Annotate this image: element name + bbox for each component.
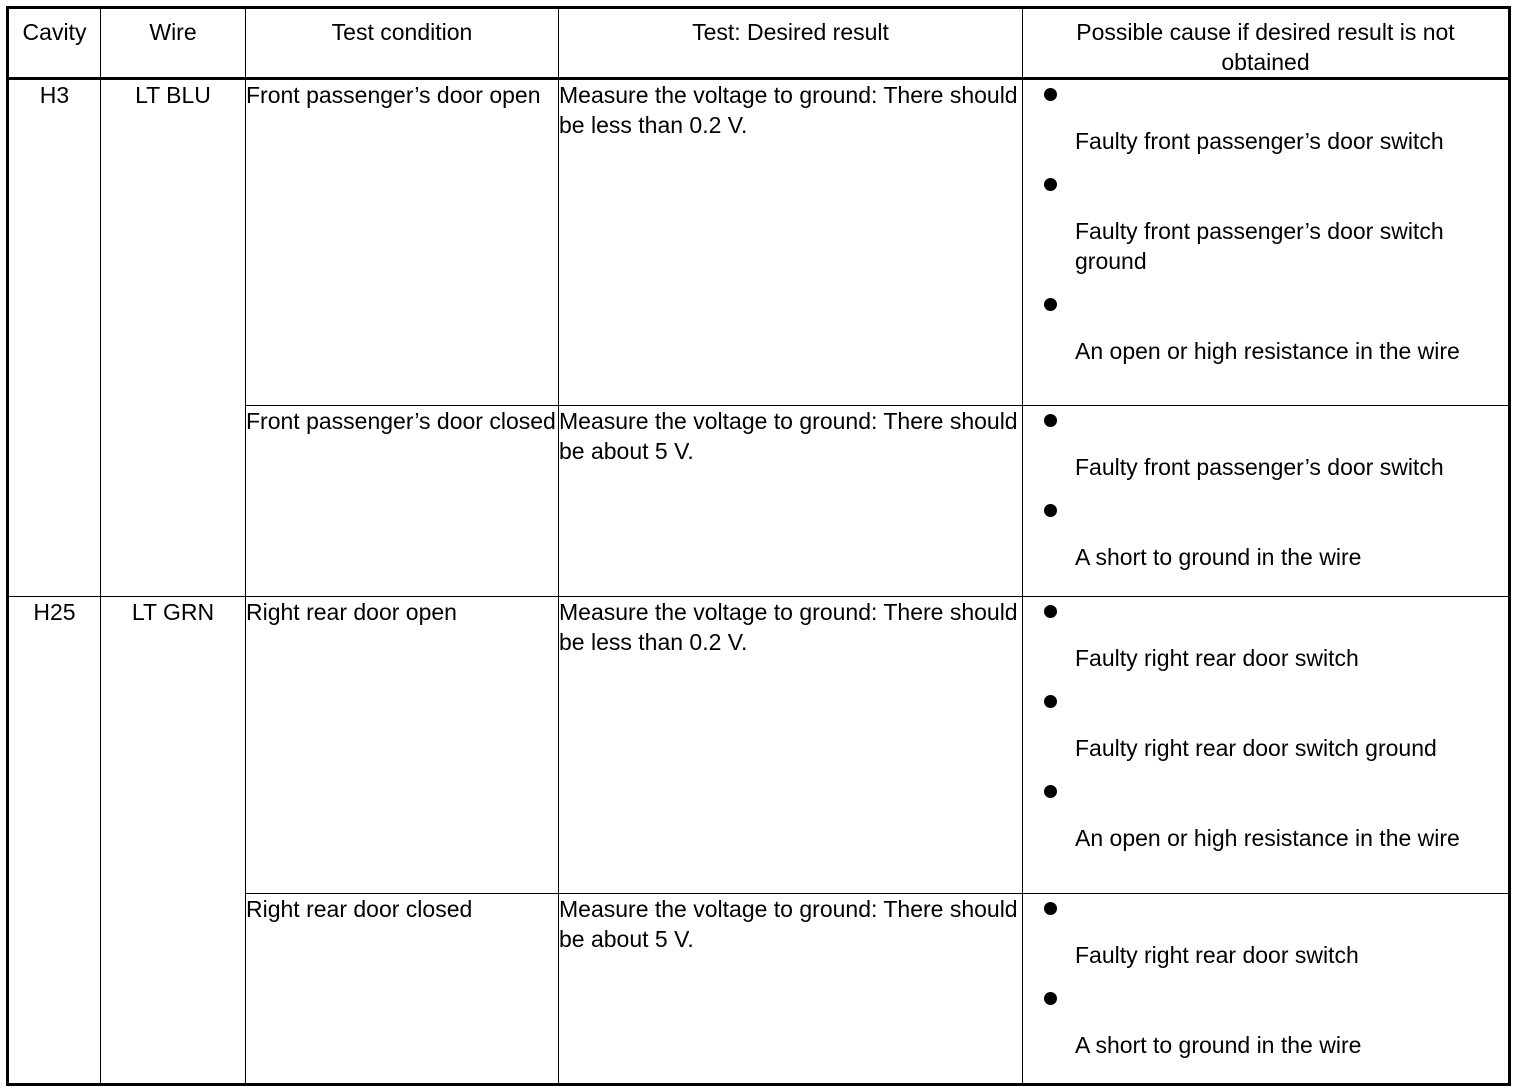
cavity-cell: H3: [8, 79, 101, 597]
desired-result-cell: Measure the voltage to ground: There should be about 5 V.: [559, 406, 1023, 597]
test-condition-cell: Front passenger’s door open: [246, 79, 559, 406]
bullet-icon: [1044, 785, 1057, 798]
cavity-cell: H25: [8, 597, 101, 1085]
cause-text: Faulty front passenger’s door switch: [1075, 454, 1444, 480]
header-desired-result: Test: Desired result: [559, 8, 1023, 79]
possible-cause-cell: [1023, 597, 1510, 894]
test-condition-cell: Right rear door open: [246, 597, 559, 894]
desired-result-cell: Measure the voltage to ground: There should be about 5 V.: [559, 894, 1023, 1085]
header-cavity: Cavity: [8, 8, 101, 79]
table-row: [8, 79, 1510, 406]
desired-result-cell: Measure the voltage to ground: There should be less than 0.2 V.: [559, 79, 1023, 406]
possible-cause-cell: [1023, 406, 1510, 597]
bullet-icon: [1044, 504, 1057, 517]
cause-item: [1023, 290, 1508, 366]
test-condition-cell: Right rear door closed: [246, 894, 559, 1085]
bullet-icon: [1044, 992, 1057, 1005]
cause-text: Faulty right rear door switch: [1075, 942, 1359, 968]
cause-list: [1023, 894, 1508, 1060]
cause-text: Faulty right rear door switch ground: [1075, 735, 1437, 761]
bullet-icon: [1044, 88, 1057, 101]
cause-text: A short to ground in the wire: [1075, 544, 1362, 570]
cause-item: [1023, 984, 1508, 1060]
cause-text: Faulty front passenger’s door switch: [1075, 128, 1444, 154]
cause-text: A short to ground in the wire: [1075, 1032, 1362, 1058]
cause-text: An open or high resistance in the wire: [1075, 338, 1460, 364]
cause-item: [1023, 777, 1508, 853]
cause-item: [1023, 496, 1508, 572]
header-wire: Wire: [101, 8, 246, 79]
cause-item: [1023, 687, 1508, 763]
header-row: [8, 8, 1510, 79]
possible-cause-cell: [1023, 894, 1510, 1085]
header-possible-cause: Possible cause if desired result is not obtained: [1023, 8, 1510, 79]
bullet-icon: [1044, 605, 1057, 618]
cause-list: [1023, 406, 1508, 572]
table-row: [8, 597, 1510, 894]
wire-cell: LT GRN: [101, 597, 246, 1085]
possible-cause-cell: [1023, 79, 1510, 406]
wire-cell: LT BLU: [101, 79, 246, 597]
cause-text: Faulty front passenger’s door switch ground: [1075, 218, 1444, 274]
cause-list: [1023, 80, 1508, 366]
cause-item: [1023, 80, 1508, 156]
bullet-icon: [1044, 902, 1057, 915]
cause-item: [1023, 597, 1508, 673]
cause-item: [1023, 894, 1508, 970]
test-condition-cell: Front passenger’s door closed: [246, 406, 559, 597]
diagnostic-table: [6, 6, 1511, 1086]
bullet-icon: [1044, 695, 1057, 708]
cause-item: [1023, 406, 1508, 482]
cause-item: [1023, 170, 1508, 276]
desired-result-cell: Measure the voltage to ground: There should be less than 0.2 V.: [559, 597, 1023, 894]
bullet-icon: [1044, 298, 1057, 311]
cause-text: Faulty right rear door switch: [1075, 645, 1359, 671]
cause-list: [1023, 597, 1508, 853]
bullet-icon: [1044, 178, 1057, 191]
bullet-icon: [1044, 414, 1057, 427]
cause-text: An open or high resistance in the wire: [1075, 825, 1460, 851]
header-test-condition: Test condition: [246, 8, 559, 79]
